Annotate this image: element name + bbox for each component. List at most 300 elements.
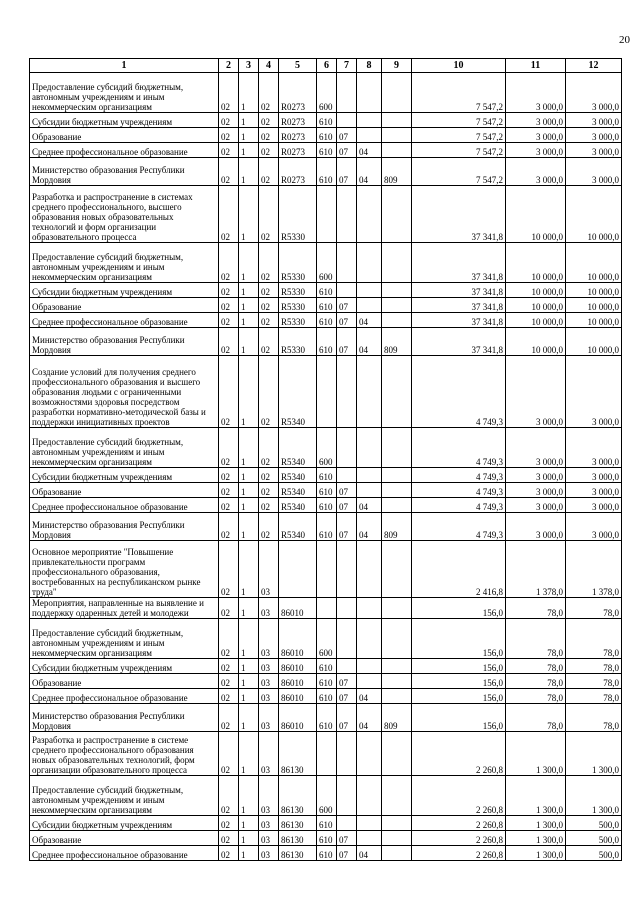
row-cell-c4: 02 <box>259 158 279 186</box>
table-row <box>30 428 622 468</box>
row-cell-c2: 02 <box>219 73 239 113</box>
row-cell-c6: 610 <box>317 846 337 861</box>
row-cell-c9 <box>382 831 412 846</box>
row-cell-c5: R5330 <box>279 186 317 243</box>
table-row <box>30 732 622 776</box>
row-cell-c5: 86130 <box>279 816 317 831</box>
row-cell-c6: 610 <box>317 659 337 674</box>
row-cell-c4: 02 <box>259 498 279 513</box>
table-row <box>30 674 622 689</box>
row-cell-c10: 7 547,2 <box>412 113 506 128</box>
row-cell-c12: 3 000,0 <box>566 498 622 513</box>
row-cell-c7 <box>337 619 357 659</box>
row-cell-c12: 3 000,0 <box>566 356 622 428</box>
row-cell-c9 <box>382 298 412 313</box>
row-cell-c3: 1 <box>239 704 259 732</box>
row-cell-c2: 02 <box>219 158 239 186</box>
row-cell-c7 <box>337 816 357 831</box>
row-cell-c2: 02 <box>219 298 239 313</box>
row-cell-c10: 156,0 <box>412 674 506 689</box>
row-cell-c6: 600 <box>317 73 337 113</box>
table-row <box>30 598 622 619</box>
column-header-7: 7 <box>337 59 357 73</box>
row-cell-c3: 1 <box>239 732 259 776</box>
row-cell-c8: 04 <box>357 846 382 861</box>
row-cell-c12: 500,0 <box>566 816 622 831</box>
row-cell-c7: 07 <box>337 513 357 541</box>
row-cell-c10: 37 341,8 <box>412 186 506 243</box>
row-cell-c11: 10 000,0 <box>506 186 566 243</box>
row-cell-c10: 37 341,8 <box>412 243 506 283</box>
row-cell-c3: 1 <box>239 816 259 831</box>
row-cell-c12: 3 000,0 <box>566 428 622 468</box>
row-cell-c4: 03 <box>259 689 279 704</box>
row-cell-c7 <box>337 732 357 776</box>
row-cell-c6: 610 <box>317 113 337 128</box>
row-cell-c4: 02 <box>259 483 279 498</box>
row-cell-c12: 78,0 <box>566 674 622 689</box>
row-cell-c10: 7 547,2 <box>412 128 506 143</box>
row-cell-c2: 02 <box>219 468 239 483</box>
row-cell-c8 <box>357 298 382 313</box>
table-row <box>30 541 622 598</box>
row-cell-c8 <box>357 598 382 619</box>
row-cell-c10: 37 341,8 <box>412 328 506 356</box>
row-cell-c10: 2 416,8 <box>412 541 506 598</box>
table-row <box>30 298 622 313</box>
row-cell-c11: 3 000,0 <box>506 73 566 113</box>
row-cell-c8: 04 <box>357 143 382 158</box>
row-cell-c3: 1 <box>239 831 259 846</box>
table-row <box>30 483 622 498</box>
row-cell-c8 <box>357 73 382 113</box>
row-cell-c11: 1 300,0 <box>506 846 566 861</box>
table-row <box>30 619 622 659</box>
row-name-cell: Среднее профессиональное образование <box>30 498 219 513</box>
row-cell-c4: 03 <box>259 776 279 816</box>
row-cell-c5: R0273 <box>279 143 317 158</box>
row-cell-c8 <box>357 732 382 776</box>
row-cell-c3: 1 <box>239 243 259 283</box>
column-header-4: 4 <box>259 59 279 73</box>
row-cell-c8 <box>357 483 382 498</box>
row-cell-c10: 37 341,8 <box>412 313 506 328</box>
table-row <box>30 513 622 541</box>
row-cell-c3: 1 <box>239 356 259 428</box>
row-cell-c2: 02 <box>219 831 239 846</box>
row-name-cell: Образование <box>30 298 219 313</box>
row-cell-c8 <box>357 816 382 831</box>
row-name-cell: Субсидии бюджетным учреждениям <box>30 659 219 674</box>
table-row <box>30 498 622 513</box>
row-cell-c3: 1 <box>239 143 259 158</box>
row-cell-c2: 02 <box>219 428 239 468</box>
column-header-6: 6 <box>317 59 337 73</box>
row-cell-c4: 03 <box>259 704 279 732</box>
row-cell-c8 <box>357 356 382 428</box>
row-cell-c4: 03 <box>259 732 279 776</box>
row-name-cell: Предоставление субсидий бюджетным, автономным учреждениям и иным некоммерческим организациям <box>30 428 219 468</box>
row-cell-c2: 02 <box>219 732 239 776</box>
row-cell-c7 <box>337 356 357 428</box>
row-cell-c6: 610 <box>317 283 337 298</box>
row-cell-c10: 156,0 <box>412 619 506 659</box>
row-cell-c5: 86010 <box>279 689 317 704</box>
row-cell-c12: 3 000,0 <box>566 158 622 186</box>
row-cell-c8 <box>357 619 382 659</box>
row-cell-c6: 610 <box>317 704 337 732</box>
row-cell-c9 <box>382 128 412 143</box>
row-cell-c11: 3 000,0 <box>506 356 566 428</box>
row-cell-c6: 610 <box>317 158 337 186</box>
row-cell-c8 <box>357 659 382 674</box>
row-cell-c12: 1 300,0 <box>566 776 622 816</box>
row-cell-c7: 07 <box>337 328 357 356</box>
row-cell-c3: 1 <box>239 428 259 468</box>
row-cell-c7: 07 <box>337 689 357 704</box>
table-row <box>30 468 622 483</box>
row-cell-c12: 500,0 <box>566 831 622 846</box>
row-cell-c10: 7 547,2 <box>412 143 506 158</box>
table-row <box>30 356 622 428</box>
row-cell-c3: 1 <box>239 158 259 186</box>
row-cell-c9: 809 <box>382 704 412 732</box>
row-cell-c2: 02 <box>219 186 239 243</box>
row-cell-c8: 04 <box>357 328 382 356</box>
row-cell-c11: 10 000,0 <box>506 243 566 283</box>
row-cell-c2: 02 <box>219 846 239 861</box>
row-name-cell: Предоставление субсидий бюджетным, автономным учреждениям и иным некоммерческим организациям <box>30 243 219 283</box>
row-cell-c10: 2 260,8 <box>412 846 506 861</box>
row-cell-c8: 04 <box>357 313 382 328</box>
column-header-12: 12 <box>566 59 622 73</box>
table-row <box>30 73 622 113</box>
row-cell-c5: 86130 <box>279 776 317 816</box>
row-name-cell: Образование <box>30 483 219 498</box>
row-cell-c5: 86010 <box>279 704 317 732</box>
header-row <box>30 59 622 73</box>
row-cell-c7 <box>337 776 357 816</box>
row-cell-c10: 37 341,8 <box>412 283 506 298</box>
row-cell-c7 <box>337 598 357 619</box>
row-cell-c3: 1 <box>239 598 259 619</box>
row-cell-c4: 02 <box>259 428 279 468</box>
row-cell-c11: 78,0 <box>506 689 566 704</box>
row-cell-c7 <box>337 243 357 283</box>
row-cell-c3: 1 <box>239 689 259 704</box>
row-name-cell: Среднее профессиональное образование <box>30 143 219 158</box>
row-cell-c6 <box>317 598 337 619</box>
row-cell-c10: 2 260,8 <box>412 732 506 776</box>
row-cell-c8 <box>357 428 382 468</box>
table-row <box>30 328 622 356</box>
row-cell-c8: 04 <box>357 704 382 732</box>
row-cell-c11: 78,0 <box>506 598 566 619</box>
row-cell-c2: 02 <box>219 483 239 498</box>
row-cell-c9 <box>382 313 412 328</box>
row-cell-c11: 3 000,0 <box>506 158 566 186</box>
row-name-cell: Среднее профессиональное образование <box>30 313 219 328</box>
row-cell-c8 <box>357 776 382 816</box>
row-cell-c2: 02 <box>219 674 239 689</box>
row-cell-c5: R5330 <box>279 283 317 298</box>
row-cell-c5: R5340 <box>279 483 317 498</box>
row-name-cell: Министерство образования Республики Мордовия <box>30 704 219 732</box>
row-cell-c11: 78,0 <box>506 674 566 689</box>
row-cell-c4: 03 <box>259 846 279 861</box>
row-cell-c3: 1 <box>239 73 259 113</box>
row-cell-c6: 610 <box>317 689 337 704</box>
row-cell-c12: 3 000,0 <box>566 73 622 113</box>
row-name-cell: Министерство образования Республики Мордовия <box>30 328 219 356</box>
row-cell-c9 <box>382 113 412 128</box>
row-cell-c12: 1 300,0 <box>566 732 622 776</box>
table-row <box>30 128 622 143</box>
row-cell-c8 <box>357 831 382 846</box>
row-cell-c3: 1 <box>239 619 259 659</box>
row-cell-c5 <box>279 541 317 598</box>
row-cell-c3: 1 <box>239 483 259 498</box>
row-cell-c4: 03 <box>259 541 279 598</box>
column-header-10: 10 <box>412 59 506 73</box>
row-cell-c5: R5340 <box>279 468 317 483</box>
row-cell-c10: 4 749,3 <box>412 468 506 483</box>
row-cell-c11: 3 000,0 <box>506 113 566 128</box>
row-name-cell: Субсидии бюджетным учреждениям <box>30 816 219 831</box>
row-cell-c3: 1 <box>239 659 259 674</box>
row-cell-c4: 03 <box>259 816 279 831</box>
row-cell-c12: 1 378,0 <box>566 541 622 598</box>
row-cell-c9: 809 <box>382 158 412 186</box>
row-cell-c4: 03 <box>259 831 279 846</box>
row-cell-c6: 610 <box>317 328 337 356</box>
row-cell-c12: 3 000,0 <box>566 483 622 498</box>
row-cell-c4: 02 <box>259 73 279 113</box>
row-cell-c6: 610 <box>317 128 337 143</box>
row-cell-c11: 3 000,0 <box>506 483 566 498</box>
row-cell-c7: 07 <box>337 298 357 313</box>
row-cell-c12: 78,0 <box>566 704 622 732</box>
row-cell-c7 <box>337 428 357 468</box>
row-cell-c3: 1 <box>239 468 259 483</box>
row-cell-c4: 02 <box>259 186 279 243</box>
row-cell-c5: 86010 <box>279 598 317 619</box>
row-cell-c5: 86010 <box>279 619 317 659</box>
row-cell-c8 <box>357 186 382 243</box>
row-cell-c4: 02 <box>259 298 279 313</box>
row-cell-c3: 1 <box>239 541 259 598</box>
row-name-cell: Разработка и распространение в системе среднего профессионального образования новых образовательных технологий, форм организации образовательного процесса <box>30 732 219 776</box>
row-cell-c6: 610 <box>317 674 337 689</box>
row-cell-c10: 4 749,3 <box>412 356 506 428</box>
row-cell-c11: 3 000,0 <box>506 143 566 158</box>
row-cell-c10: 4 749,3 <box>412 483 506 498</box>
row-cell-c11: 1 300,0 <box>506 776 566 816</box>
row-cell-c7: 07 <box>337 498 357 513</box>
row-cell-c5: R0273 <box>279 113 317 128</box>
row-cell-c2: 02 <box>219 659 239 674</box>
table-row <box>30 776 622 816</box>
row-cell-c9: 809 <box>382 328 412 356</box>
row-cell-c2: 02 <box>219 541 239 598</box>
row-cell-c5: 86130 <box>279 732 317 776</box>
row-cell-c7 <box>337 113 357 128</box>
row-cell-c4: 03 <box>259 619 279 659</box>
row-cell-c9: 809 <box>382 513 412 541</box>
row-cell-c10: 156,0 <box>412 704 506 732</box>
table-row <box>30 831 622 846</box>
row-name-cell: Основное мероприятие "Повышение привлекательности программ профессионального образования, востребованных на республиканском рынке труда" <box>30 541 219 598</box>
row-cell-c9 <box>382 283 412 298</box>
table-body <box>30 73 622 861</box>
row-cell-c9 <box>382 846 412 861</box>
row-cell-c11: 10 000,0 <box>506 298 566 313</box>
row-cell-c12: 10 000,0 <box>566 328 622 356</box>
row-cell-c10: 7 547,2 <box>412 73 506 113</box>
row-cell-c10: 4 749,3 <box>412 498 506 513</box>
row-cell-c9 <box>382 498 412 513</box>
row-cell-c8: 04 <box>357 158 382 186</box>
row-cell-c6: 600 <box>317 619 337 659</box>
row-cell-c9 <box>382 541 412 598</box>
row-cell-c6: 600 <box>317 428 337 468</box>
row-cell-c5: 86130 <box>279 831 317 846</box>
row-cell-c2: 02 <box>219 498 239 513</box>
row-cell-c3: 1 <box>239 498 259 513</box>
row-cell-c4: 02 <box>259 113 279 128</box>
row-cell-c5: R5330 <box>279 243 317 283</box>
row-cell-c12: 78,0 <box>566 619 622 659</box>
row-cell-c2: 02 <box>219 283 239 298</box>
row-cell-c2: 02 <box>219 243 239 283</box>
row-cell-c9 <box>382 689 412 704</box>
row-cell-c4: 02 <box>259 513 279 541</box>
row-cell-c7: 07 <box>337 704 357 732</box>
row-name-cell: Министерство образования Республики Мордовия <box>30 158 219 186</box>
row-cell-c2: 02 <box>219 816 239 831</box>
row-cell-c5: R0273 <box>279 128 317 143</box>
table-row <box>30 283 622 298</box>
table-row <box>30 186 622 243</box>
row-cell-c7: 07 <box>337 158 357 186</box>
row-cell-c6 <box>317 186 337 243</box>
row-cell-c10: 2 260,8 <box>412 831 506 846</box>
row-cell-c5: R0273 <box>279 158 317 186</box>
row-cell-c3: 1 <box>239 776 259 816</box>
row-name-cell: Субсидии бюджетным учреждениям <box>30 468 219 483</box>
row-cell-c6: 600 <box>317 243 337 283</box>
row-cell-c5: R5330 <box>279 298 317 313</box>
row-cell-c2: 02 <box>219 776 239 816</box>
column-header-1: 1 <box>30 59 219 73</box>
row-cell-c2: 02 <box>219 598 239 619</box>
table-row <box>30 158 622 186</box>
row-cell-c9 <box>382 428 412 468</box>
row-cell-c5: R5330 <box>279 328 317 356</box>
table-row <box>30 689 622 704</box>
row-cell-c12: 3 000,0 <box>566 143 622 158</box>
row-cell-c2: 02 <box>219 619 239 659</box>
row-cell-c7 <box>337 541 357 598</box>
row-cell-c3: 1 <box>239 186 259 243</box>
row-cell-c6: 600 <box>317 776 337 816</box>
column-header-3: 3 <box>239 59 259 73</box>
row-name-cell: Предоставление субсидий бюджетным, автономным учреждениям и иным некоммерческим организациям <box>30 619 219 659</box>
row-cell-c9 <box>382 243 412 283</box>
column-header-5: 5 <box>279 59 317 73</box>
table-row <box>30 143 622 158</box>
row-cell-c5: R5340 <box>279 513 317 541</box>
row-cell-c9 <box>382 619 412 659</box>
row-cell-c9 <box>382 816 412 831</box>
table-row <box>30 704 622 732</box>
row-cell-c4: 02 <box>259 283 279 298</box>
row-cell-c12: 78,0 <box>566 659 622 674</box>
row-cell-c10: 37 341,8 <box>412 298 506 313</box>
row-cell-c4: 02 <box>259 128 279 143</box>
row-name-cell: Предоставление субсидий бюджетным, автономным учреждениям и иным некоммерческим организациям <box>30 73 219 113</box>
row-cell-c12: 3 000,0 <box>566 513 622 541</box>
row-cell-c9 <box>382 776 412 816</box>
row-cell-c9 <box>382 598 412 619</box>
row-cell-c6: 610 <box>317 143 337 158</box>
row-cell-c11: 1 300,0 <box>506 816 566 831</box>
row-cell-c7: 07 <box>337 846 357 861</box>
row-cell-c2: 02 <box>219 113 239 128</box>
row-cell-c2: 02 <box>219 356 239 428</box>
row-cell-c4: 02 <box>259 328 279 356</box>
row-name-cell: Разработка и распространение в системах среднего профессионального, высшего образования новых образовательных технологий и форм организации образовательного процесса <box>30 186 219 243</box>
row-cell-c3: 1 <box>239 113 259 128</box>
row-cell-c6: 610 <box>317 498 337 513</box>
column-header-8: 8 <box>357 59 382 73</box>
row-cell-c4: 02 <box>259 356 279 428</box>
row-cell-c6: 610 <box>317 468 337 483</box>
row-cell-c11: 10 000,0 <box>506 328 566 356</box>
row-name-cell: Образование <box>30 674 219 689</box>
table-row <box>30 659 622 674</box>
row-cell-c6: 610 <box>317 313 337 328</box>
row-cell-c8: 04 <box>357 498 382 513</box>
row-cell-c11: 78,0 <box>506 659 566 674</box>
row-cell-c11: 78,0 <box>506 704 566 732</box>
row-cell-c6: 610 <box>317 513 337 541</box>
row-cell-c11: 3 000,0 <box>506 468 566 483</box>
budget-table <box>29 58 622 861</box>
row-cell-c7: 07 <box>337 313 357 328</box>
row-name-cell: Министерство образования Республики Мордовия <box>30 513 219 541</box>
row-cell-c3: 1 <box>239 674 259 689</box>
row-cell-c11: 10 000,0 <box>506 283 566 298</box>
row-cell-c8 <box>357 113 382 128</box>
row-cell-c10: 156,0 <box>412 689 506 704</box>
row-cell-c11: 1 300,0 <box>506 732 566 776</box>
row-cell-c10: 2 260,8 <box>412 816 506 831</box>
row-cell-c5: R5340 <box>279 356 317 428</box>
row-cell-c5: R5340 <box>279 498 317 513</box>
row-cell-c9 <box>382 73 412 113</box>
row-name-cell: Образование <box>30 831 219 846</box>
row-cell-c8 <box>357 541 382 598</box>
row-cell-c10: 2 260,8 <box>412 776 506 816</box>
row-cell-c9 <box>382 468 412 483</box>
row-cell-c12: 3 000,0 <box>566 128 622 143</box>
row-name-cell: Мероприятия, направленные на выявление и поддержку одаренных детей и молодежи <box>30 598 219 619</box>
row-cell-c12: 10 000,0 <box>566 283 622 298</box>
row-name-cell: Субсидии бюджетным учреждениям <box>30 113 219 128</box>
row-cell-c5: 86130 <box>279 846 317 861</box>
row-cell-c3: 1 <box>239 328 259 356</box>
